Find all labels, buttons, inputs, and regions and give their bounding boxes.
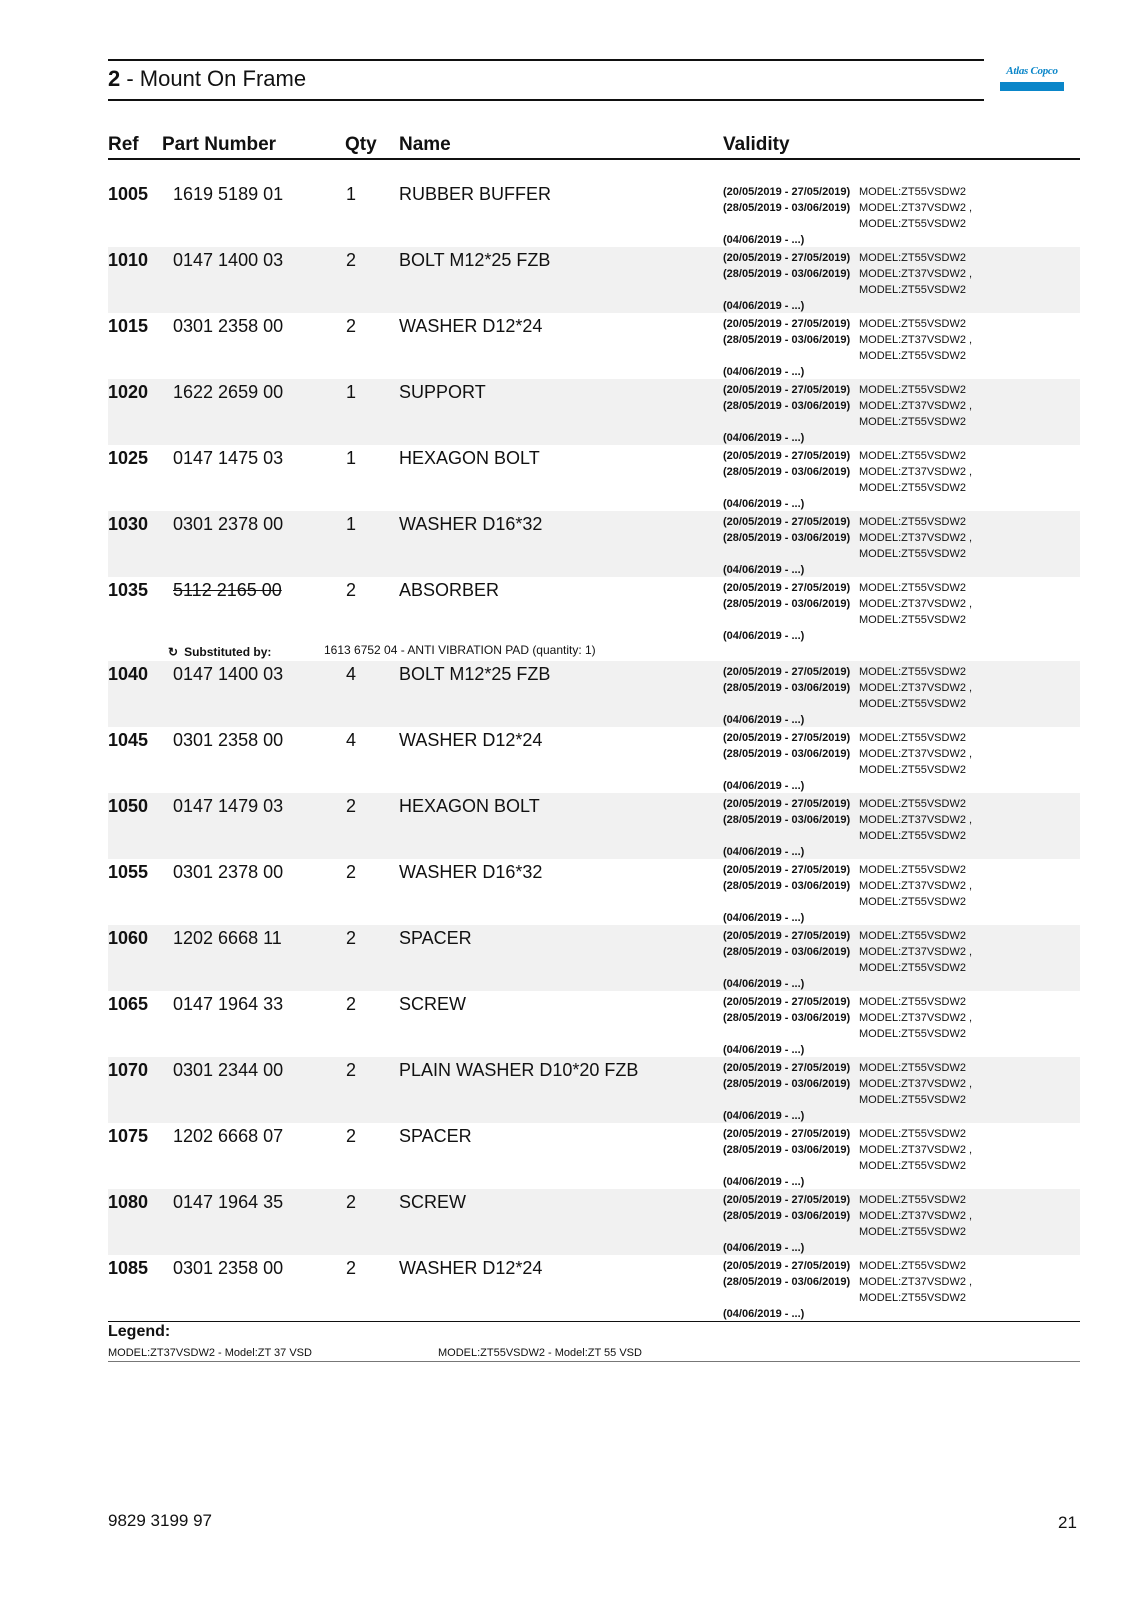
validity-date: (20/05/2019 - 27/05/2019) — [723, 450, 851, 462]
name-cell: WASHER D12*24 — [399, 316, 543, 336]
validity-line — [723, 612, 972, 628]
validity-date: (28/05/2019 - 03/06/2019) — [723, 748, 851, 760]
validity-line — [723, 1158, 972, 1174]
validity-line — [723, 1274, 972, 1290]
validity-line — [723, 282, 972, 298]
name-cell: WASHER D12*24 — [399, 730, 543, 750]
validity-line — [723, 844, 972, 860]
ref-cell: 1005 — [108, 184, 149, 204]
validity-line — [723, 1092, 972, 1108]
validity-line — [723, 994, 972, 1010]
qty-cell: 2 — [346, 1192, 357, 1212]
validity-date: (04/06/2019 - ...) — [723, 1110, 805, 1122]
validity-line — [723, 316, 972, 332]
validity-date: (04/06/2019 - ...) — [723, 714, 805, 726]
table-row — [108, 247, 1080, 313]
validity-line — [723, 1258, 972, 1274]
validity-date: (04/06/2019 - ...) — [723, 978, 805, 990]
validity-line — [723, 382, 972, 398]
validity-date: (20/05/2019 - 27/05/2019) — [723, 252, 851, 264]
validity-line — [723, 1108, 972, 1124]
part-number-link[interactable]: 0301 2378 00 — [173, 514, 284, 534]
validity-line — [723, 812, 972, 828]
validity-line — [723, 1290, 972, 1306]
validity-date: (28/05/2019 - 03/06/2019) — [723, 466, 851, 478]
validity-model: MODEL:ZT37VSDW2 , — [859, 1276, 973, 1288]
validity-date: (28/05/2019 - 03/06/2019) — [723, 268, 851, 280]
validity-cell — [723, 664, 972, 728]
validity-line — [723, 730, 972, 746]
section-number: 2 — [108, 66, 121, 91]
validity-model: MODEL:ZT55VSDW2 — [859, 1062, 966, 1074]
validity-model: MODEL:ZT55VSDW2 — [859, 186, 966, 198]
validity-cell — [723, 1060, 972, 1124]
validity-line — [723, 414, 972, 430]
validity-model: MODEL:ZT55VSDW2 — [859, 698, 966, 710]
column-header-ref: Ref — [108, 134, 139, 155]
validity-model: MODEL:ZT55VSDW2 — [859, 666, 966, 678]
part-number-link[interactable]: 0301 2358 00 — [173, 1258, 284, 1278]
validity-line — [723, 562, 972, 578]
validity-line — [723, 200, 972, 216]
validity-model: MODEL:ZT55VSDW2 — [859, 582, 966, 594]
substituted-by-text: Substituted by: — [184, 645, 272, 659]
validity-model: MODEL:ZT37VSDW2 , — [859, 598, 973, 610]
validity-date: (04/06/2019 - ...) — [723, 498, 805, 510]
validity-model: MODEL:ZT55VSDW2 — [859, 516, 966, 528]
ref-cell: 1010 — [108, 250, 149, 270]
validity-model: MODEL:ZT55VSDW2 — [859, 416, 966, 428]
validity-cell — [723, 580, 972, 644]
validity-date: (20/05/2019 - 27/05/2019) — [723, 666, 851, 678]
qty-cell: 1 — [346, 382, 357, 402]
legend-item: MODEL:ZT55VSDW2 - Model:ZT 55 VSD — [438, 1347, 642, 1359]
ref-cell: 1055 — [108, 862, 149, 882]
qty-cell: 1 — [346, 448, 357, 468]
validity-date: (20/05/2019 - 27/05/2019) — [723, 1128, 851, 1140]
name-cell: RUBBER BUFFER — [399, 184, 552, 204]
validity-line — [723, 960, 972, 976]
ref-cell: 1080 — [108, 1192, 149, 1212]
part-number-link[interactable]: 1202 6668 07 — [173, 1126, 284, 1146]
column-header-part-number: Part Number — [162, 134, 277, 155]
validity-line — [723, 530, 972, 546]
page-title — [108, 66, 306, 92]
part-number-link[interactable]: 1202 6668 11 — [173, 928, 282, 948]
validity-line — [723, 1026, 972, 1042]
validity-date: (28/05/2019 - 03/06/2019) — [723, 598, 851, 610]
validity-date: (28/05/2019 - 03/06/2019) — [723, 1012, 851, 1024]
validity-line — [723, 680, 972, 696]
validity-date: (04/06/2019 - ...) — [723, 366, 805, 378]
validity-model: MODEL:ZT37VSDW2 , — [859, 682, 973, 694]
validity-line — [723, 1306, 972, 1322]
name-cell: WASHER D16*32 — [399, 514, 543, 534]
ref-cell: 1015 — [108, 316, 149, 336]
validity-date: (20/05/2019 - 27/05/2019) — [723, 384, 851, 396]
validity-date: (20/05/2019 - 27/05/2019) — [723, 864, 851, 876]
table-row — [108, 445, 1080, 511]
validity-cell — [723, 1258, 972, 1322]
validity-line — [723, 332, 972, 348]
validity-cell — [723, 862, 972, 926]
column-header-validity: Validity — [723, 134, 790, 155]
substitution-row — [108, 643, 1080, 661]
validity-date: (20/05/2019 - 27/05/2019) — [723, 1260, 851, 1272]
validity-line — [723, 596, 972, 612]
validity-line — [723, 1208, 972, 1224]
part-number-link[interactable]: 0301 2378 00 — [173, 862, 284, 882]
validity-date: (28/05/2019 - 03/06/2019) — [723, 1078, 851, 1090]
name-cell: SUPPORT — [399, 382, 486, 402]
header-bottom-rule — [108, 99, 984, 101]
validity-line — [723, 216, 972, 232]
validity-model: MODEL:ZT37VSDW2 , — [859, 532, 973, 544]
ref-cell: 1060 — [108, 928, 149, 948]
validity-cell — [723, 514, 972, 578]
validity-line — [723, 1076, 972, 1092]
column-header-qty: Qty — [345, 134, 377, 155]
validity-model: MODEL:ZT37VSDW2 , — [859, 1144, 973, 1156]
validity-model: MODEL:ZT37VSDW2 , — [859, 748, 973, 760]
validity-line — [723, 1192, 972, 1208]
name-cell: BOLT M12*25 FZB — [399, 664, 551, 684]
validity-date: (28/05/2019 - 03/06/2019) — [723, 946, 851, 958]
ref-cell: 1085 — [108, 1258, 149, 1278]
validity-date: (20/05/2019 - 27/05/2019) — [723, 318, 851, 330]
validity-model: MODEL:ZT37VSDW2 , — [859, 814, 973, 826]
validity-date: (28/05/2019 - 03/06/2019) — [723, 1210, 851, 1222]
qty-cell: 2 — [346, 1060, 357, 1080]
validity-line — [723, 862, 972, 878]
column-header-rule — [108, 158, 1080, 160]
name-cell: HEXAGON BOLT — [399, 796, 540, 816]
validity-model: MODEL:ZT37VSDW2 , — [859, 1012, 973, 1024]
logo-bar — [1000, 82, 1064, 91]
validity-date: (04/06/2019 - ...) — [723, 630, 805, 642]
validity-model: MODEL:ZT55VSDW2 — [859, 350, 966, 362]
qty-cell: 2 — [346, 862, 357, 882]
validity-line — [723, 910, 972, 926]
validity-cell — [723, 382, 972, 446]
validity-model: MODEL:ZT37VSDW2 , — [859, 466, 973, 478]
validity-line — [723, 828, 972, 844]
validity-model: MODEL:ZT55VSDW2 — [859, 896, 966, 908]
legend-bottom-rule — [108, 1361, 1080, 1362]
name-cell: WASHER D12*24 — [399, 1258, 543, 1278]
validity-line — [723, 298, 972, 314]
validity-line — [723, 580, 972, 596]
validity-line — [723, 398, 972, 414]
validity-model: MODEL:ZT55VSDW2 — [859, 1128, 966, 1140]
validity-line — [723, 480, 972, 496]
table-row — [108, 925, 1080, 991]
validity-date: (28/05/2019 - 03/06/2019) — [723, 1276, 851, 1288]
validity-line — [723, 1042, 972, 1058]
qty-cell: 2 — [346, 316, 357, 336]
validity-date: (20/05/2019 - 27/05/2019) — [723, 732, 851, 744]
qty-cell: 2 — [346, 1258, 357, 1278]
validity-model: MODEL:ZT55VSDW2 — [859, 962, 966, 974]
validity-date: (04/06/2019 - ...) — [723, 846, 805, 858]
table-row — [108, 859, 1080, 925]
validity-date: (04/06/2019 - ...) — [723, 432, 805, 444]
qty-cell: 2 — [346, 928, 357, 948]
validity-model: MODEL:ZT55VSDW2 — [859, 318, 966, 330]
validity-model: MODEL:ZT55VSDW2 — [859, 732, 966, 744]
table-row — [108, 379, 1080, 445]
validity-line — [723, 448, 972, 464]
validity-date: (28/05/2019 - 03/06/2019) — [723, 532, 851, 544]
header-top-rule — [108, 59, 984, 61]
validity-line — [723, 1010, 972, 1026]
ref-cell: 1075 — [108, 1126, 149, 1146]
ref-cell: 1070 — [108, 1060, 149, 1080]
ref-cell: 1045 — [108, 730, 149, 750]
validity-line — [723, 364, 972, 380]
column-header-name: Name — [399, 134, 451, 155]
validity-line — [723, 746, 972, 762]
validity-line — [723, 1240, 972, 1256]
table-row — [108, 991, 1080, 1057]
part-number-link[interactable]: 0301 2358 00 — [173, 316, 284, 336]
validity-model: MODEL:ZT55VSDW2 — [859, 252, 966, 264]
name-cell: ABSORBER — [399, 580, 500, 600]
validity-model: MODEL:ZT55VSDW2 — [859, 284, 966, 296]
validity-date: (04/06/2019 - ...) — [723, 1044, 805, 1056]
validity-date: (20/05/2019 - 27/05/2019) — [723, 930, 851, 942]
validity-model: MODEL:ZT37VSDW2 , — [859, 1210, 973, 1222]
validity-line — [723, 430, 972, 446]
validity-line — [723, 878, 972, 894]
validity-line — [723, 266, 972, 282]
validity-model: MODEL:ZT55VSDW2 — [859, 450, 966, 462]
table-row — [108, 1189, 1080, 1255]
validity-date: (28/05/2019 - 03/06/2019) — [723, 880, 851, 892]
validity-line — [723, 232, 972, 248]
validity-date: (20/05/2019 - 27/05/2019) — [723, 996, 851, 1008]
ref-cell: 1040 — [108, 664, 149, 684]
validity-cell — [723, 730, 972, 794]
substitute-part-link[interactable]: 1613 6752 04 - ANTI VIBRATION PAD (quantity: 1) — [324, 643, 596, 657]
qty-cell: 2 — [346, 796, 357, 816]
validity-model: MODEL:ZT55VSDW2 — [859, 1028, 966, 1040]
validity-line — [723, 250, 972, 266]
name-cell: BOLT M12*25 FZB — [399, 250, 551, 270]
part-number-link[interactable]: 0301 2344 00 — [173, 1060, 284, 1080]
validity-model: MODEL:ZT55VSDW2 — [859, 614, 966, 626]
validity-model: MODEL:ZT55VSDW2 — [859, 864, 966, 876]
validity-date: (28/05/2019 - 03/06/2019) — [723, 814, 851, 826]
validity-cell — [723, 796, 972, 860]
part-number-link[interactable]: 0147 1964 35 — [173, 1192, 284, 1212]
validity-model: MODEL:ZT55VSDW2 — [859, 1226, 966, 1238]
part-number-link[interactable]: 0147 1475 03 — [173, 448, 284, 468]
ref-cell: 1025 — [108, 448, 149, 468]
part-number-link[interactable]: 0147 1479 03 — [173, 796, 284, 816]
validity-line — [723, 762, 972, 778]
validity-date: (20/05/2019 - 27/05/2019) — [723, 798, 851, 810]
validity-line — [723, 1174, 972, 1190]
validity-date: (20/05/2019 - 27/05/2019) — [723, 582, 851, 594]
part-number-link[interactable]: 1622 2659 00 — [173, 382, 284, 402]
validity-date: (04/06/2019 - ...) — [723, 1242, 805, 1254]
ref-cell: 1030 — [108, 514, 149, 534]
validity-date: (20/05/2019 - 27/05/2019) — [723, 516, 851, 528]
qty-cell: 2 — [346, 580, 357, 600]
validity-model: MODEL:ZT55VSDW2 — [859, 1160, 966, 1172]
validity-date: (04/06/2019 - ...) — [723, 912, 805, 924]
validity-cell — [723, 184, 972, 248]
name-cell: SPACER — [399, 1126, 472, 1146]
validity-date: (28/05/2019 - 03/06/2019) — [723, 682, 851, 694]
validity-date: (28/05/2019 - 03/06/2019) — [723, 334, 851, 346]
validity-cell — [723, 448, 972, 512]
table-row — [108, 793, 1080, 859]
part-number-link[interactable]: 0301 2358 00 — [173, 730, 284, 750]
validity-model: MODEL:ZT37VSDW2 , — [859, 1078, 973, 1090]
validity-line — [723, 628, 972, 644]
validity-model: MODEL:ZT55VSDW2 — [859, 1292, 966, 1304]
validity-line — [723, 1142, 972, 1158]
validity-model: MODEL:ZT37VSDW2 , — [859, 946, 973, 958]
validity-line — [723, 1126, 972, 1142]
table-row — [108, 577, 1080, 643]
table-row — [108, 1123, 1080, 1189]
ref-cell: 1050 — [108, 796, 149, 816]
validity-date: (28/05/2019 - 03/06/2019) — [723, 1144, 851, 1156]
qty-cell: 2 — [346, 1126, 357, 1146]
validity-line — [723, 664, 972, 680]
validity-model: MODEL:ZT55VSDW2 — [859, 1094, 966, 1106]
name-cell: SCREW — [399, 994, 466, 1014]
part-number-link[interactable]: 0147 1400 03 — [173, 664, 284, 684]
validity-line — [723, 546, 972, 562]
validity-cell — [723, 1126, 972, 1190]
validity-date: (04/06/2019 - ...) — [723, 234, 805, 246]
table-row — [108, 727, 1080, 793]
name-cell: HEXAGON BOLT — [399, 448, 540, 468]
section-title: - Mount On Frame — [120, 66, 307, 91]
validity-date: (20/05/2019 - 27/05/2019) — [723, 186, 851, 198]
validity-date: (20/05/2019 - 27/05/2019) — [723, 1194, 851, 1206]
qty-cell: 4 — [346, 730, 357, 750]
validity-line — [723, 928, 972, 944]
name-cell: PLAIN WASHER D10*20 FZB — [399, 1060, 639, 1080]
validity-line — [723, 496, 972, 512]
validity-date: (04/06/2019 - ...) — [723, 780, 805, 792]
validity-cell — [723, 928, 972, 992]
legend-item: MODEL:ZT37VSDW2 - Model:ZT 37 VSD — [108, 1347, 312, 1359]
validity-cell — [723, 1192, 972, 1256]
ref-cell: 1035 — [108, 580, 149, 600]
name-cell: WASHER D16*32 — [399, 862, 543, 882]
table-row — [108, 181, 1080, 247]
validity-model: MODEL:ZT55VSDW2 — [859, 482, 966, 494]
validity-line — [723, 944, 972, 960]
validity-line — [723, 696, 972, 712]
validity-model: MODEL:ZT55VSDW2 — [859, 798, 966, 810]
parts-table — [108, 181, 1080, 1321]
validity-line — [723, 464, 972, 480]
validity-model: MODEL:ZT55VSDW2 — [859, 830, 966, 842]
part-number-link[interactable]: 5112 2165 00 — [173, 580, 282, 600]
validity-line — [723, 976, 972, 992]
validity-line — [723, 894, 972, 910]
validity-date: (28/05/2019 - 03/06/2019) — [723, 202, 851, 214]
validity-line — [723, 712, 972, 728]
validity-cell — [723, 316, 972, 380]
name-cell: SCREW — [399, 1192, 466, 1212]
table-row — [108, 313, 1080, 379]
validity-model: MODEL:ZT37VSDW2 , — [859, 334, 973, 346]
legend-top-rule — [108, 1321, 1080, 1322]
logo-text: Atlas Copco — [1006, 65, 1058, 77]
part-number-link[interactable]: 1619 5189 01 — [173, 184, 284, 204]
document-number: 9829 3199 97 — [108, 1511, 212, 1530]
validity-model: MODEL:ZT37VSDW2 , — [859, 268, 973, 280]
table-row — [108, 661, 1080, 727]
validity-model: MODEL:ZT37VSDW2 , — [859, 880, 973, 892]
name-cell: SPACER — [399, 928, 472, 948]
part-number-link[interactable]: 0147 1964 33 — [173, 994, 284, 1014]
validity-model: MODEL:ZT55VSDW2 — [859, 548, 966, 560]
table-row — [108, 1255, 1080, 1321]
legend-title: Legend: — [108, 1323, 171, 1340]
validity-model: MODEL:ZT37VSDW2 , — [859, 202, 973, 214]
validity-model: MODEL:ZT55VSDW2 — [859, 218, 966, 230]
table-row — [108, 1057, 1080, 1123]
qty-cell: 4 — [346, 664, 357, 684]
part-number-link[interactable]: 0147 1400 03 — [173, 250, 284, 270]
validity-line — [723, 184, 972, 200]
validity-line — [723, 1224, 972, 1240]
validity-model: MODEL:ZT37VSDW2 , — [859, 400, 973, 412]
validity-line — [723, 796, 972, 812]
atlas-copco-logo — [1000, 62, 1064, 94]
ref-cell: 1065 — [108, 994, 149, 1014]
ref-cell: 1020 — [108, 382, 149, 402]
validity-line — [723, 1060, 972, 1076]
validity-model: MODEL:ZT55VSDW2 — [859, 996, 966, 1008]
validity-date: (04/06/2019 - ...) — [723, 1308, 805, 1320]
validity-line — [723, 348, 972, 364]
validity-line — [723, 778, 972, 794]
table-row — [108, 511, 1080, 577]
validity-date: (04/06/2019 - ...) — [723, 1176, 805, 1188]
validity-date: (28/05/2019 - 03/06/2019) — [723, 400, 851, 412]
validity-model: MODEL:ZT55VSDW2 — [859, 1260, 966, 1272]
validity-date: (20/05/2019 - 27/05/2019) — [723, 1062, 851, 1074]
validity-date: (04/06/2019 - ...) — [723, 300, 805, 312]
qty-cell: 2 — [346, 994, 357, 1014]
validity-model: MODEL:ZT55VSDW2 — [859, 1194, 966, 1206]
validity-model: MODEL:ZT55VSDW2 — [859, 930, 966, 942]
validity-line — [723, 514, 972, 530]
validity-model: MODEL:ZT55VSDW2 — [859, 764, 966, 776]
substituted-by-label — [168, 645, 271, 659]
validity-cell — [723, 994, 972, 1058]
qty-cell: 2 — [346, 250, 357, 270]
validity-cell — [723, 250, 972, 314]
validity-date: (04/06/2019 - ...) — [723, 564, 805, 576]
page-number: 21 — [1058, 1513, 1077, 1532]
refresh-icon: ↻ — [168, 645, 179, 659]
validity-model: MODEL:ZT55VSDW2 — [859, 384, 966, 396]
qty-cell: 1 — [346, 514, 357, 534]
qty-cell: 1 — [346, 184, 357, 204]
